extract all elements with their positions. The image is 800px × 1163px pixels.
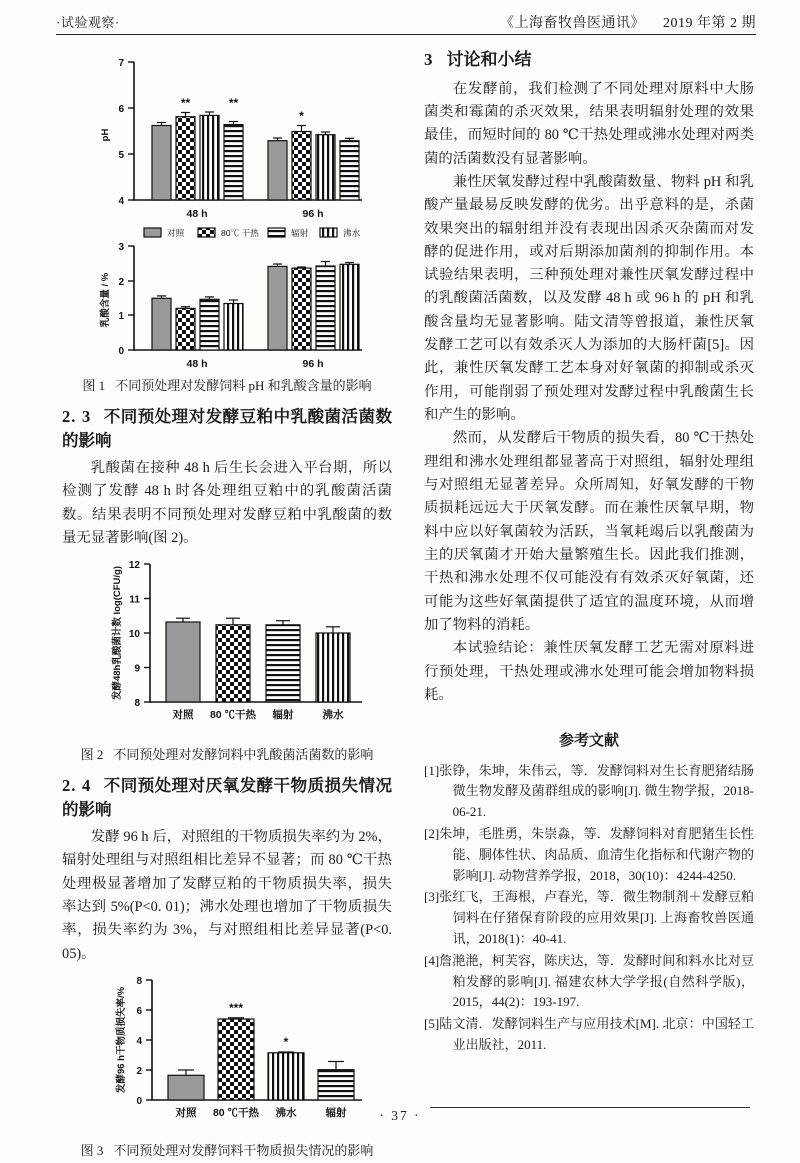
reference-tag: [2] [424,826,440,842]
reference-item [424,951,754,1013]
running-head-left: ·试验观察· [56,15,120,30]
svg-text:4: 4 [118,196,124,207]
fig1-ph-group-48h [152,96,243,220]
left-column [62,46,392,1163]
svg-text:3: 3 [118,242,124,253]
svg-text:辐射: 辐射 [272,709,294,722]
fig1-la-group-96h [268,262,359,371]
figure-1-caption-text: 不同预处理对发酵饲料 pH 和乳酸含量的影响 [115,378,372,393]
svg-text:对照: 对照 [167,228,185,238]
issue-label: 2019 年第 2 期 [663,16,756,31]
svg-text:5: 5 [118,150,124,161]
reference-tag: [4] [424,952,440,968]
figure-3-caption [62,1140,392,1161]
fig1-panel-lactic [99,242,362,370]
svg-text:沸水: 沸水 [343,228,361,238]
reference-tag: [5] [424,1016,440,1032]
header-divider [56,34,756,35]
svg-text:沸水: 沸水 [275,1107,297,1120]
svg-text:沸水: 沸水 [322,709,344,722]
svg-text:2: 2 [118,277,124,288]
figure-1 [62,50,392,370]
fig1-legend [144,227,361,238]
section-3-para-1: 在发酵前，我们检测了不同处理对原料中大肠菌类和霉菌的杀灭效果，结果表明辐射处理的效果最佳，而短时间的 80 ℃干热处理或沸水处理对两类菌的活菌数没有显著影响。 [424,80,754,167]
page-number: · 37 · [379,1108,421,1123]
section-2-4-title: 不同预处理对厌氧发酵干物质损失情况的影响 [62,776,393,820]
running-head [56,12,756,32]
svg-text:2: 2 [136,1066,142,1078]
reference-text: 詹滟滟，柯芙容，陈庆达，等．发酵时间和料水比对豆粕发酵的影响[J]. 福建农林大学学报(自然科学版)，2015，44(2)：193-197. [439,952,754,1010]
svg-text:12: 12 [128,560,140,572]
figure-3-label: 图 3 [80,1143,104,1159]
reference-tag: [3] [424,889,440,905]
figure-3-caption-text: 不同预处理对发酵饲料干物质损失情况的影响 [113,1143,374,1159]
svg-text:96 h: 96 h [302,358,324,370]
svg-text:0: 0 [118,346,124,357]
reference-item [424,887,754,949]
fig1-ph-group-96h [268,109,359,220]
figure-1-caption [62,375,392,396]
svg-text:对照: 对照 [175,1107,197,1120]
section-3-heading [424,46,754,74]
svg-text:**: ** [228,96,239,110]
fig3-plot [115,976,362,1119]
svg-text:96 h: 96 h [302,208,324,220]
svg-text:8: 8 [136,976,142,988]
reference-item [424,1014,754,1056]
svg-text:1: 1 [118,311,124,322]
svg-text:48 h: 48 h [186,208,208,220]
svg-text:辐射: 辐射 [325,1107,347,1120]
svg-text:6: 6 [136,1006,142,1018]
figure-2-caption [62,744,392,765]
svg-text:***: *** [228,1001,244,1016]
svg-text:80℃ 干热: 80℃ 干热 [221,228,259,238]
section-3-title: 讨论和小结 [446,50,532,69]
svg-text:80 ℃干热: 80 ℃干热 [209,709,257,722]
section-3-para-3: 然而，从发酵后干物质的损失看，80 ℃干热处理组和沸水处理组都显著高于对照组，辐射处理组与对照组无显著差异。众所周知，好氧发酵的干物质损耗远远大于厌氧发酵。而在兼性厌氧早期，物料中应以好氧菌较为活跃，当氧耗竭后以乳酸菌为主的厌氧菌才开始大量繁殖生长。因此我们推测，干热和沸水处理不仅可能没有有效杀灭好氧菌，还可能为这些好氧菌提供了适宜的温度环境，从而增加了物料的消耗。 [424,430,754,634]
reference-text: 张红飞，王海根，卢春光，等．微生物制剂＋发酵豆粕饲料在仔猪保育阶段的应用效果[J]. 上海畜牧兽医通讯，2018(1)：40-41. [439,889,754,947]
svg-text:10: 10 [128,629,140,641]
svg-text:对照: 对照 [172,709,194,722]
reference-tag: [1] [424,762,440,778]
figure-1-svg [62,50,392,370]
reference-item [424,824,754,886]
svg-text:*: * [283,1035,289,1050]
fig1-la-yaxis [99,242,134,357]
figure-2-caption-text: 不同预处理对发酵饲料中乳酸菌活菌数的影响 [113,747,374,763]
svg-text:发酵96 h干物质损失率/%: 发酵96 h干物质损失率/% [116,987,127,1094]
fig1-ph-yaxis [100,58,134,207]
fig1-panel-ph [100,58,362,220]
svg-text:8: 8 [134,698,140,710]
running-head-right [500,12,756,32]
figure-1-label: 图 1 [82,378,106,393]
reference-text: 陆文清．发酵饲料生产与应用技术[M]. 北京：中国轻工业出版社，2011. [439,1016,754,1053]
section-2-4-heading [62,774,392,822]
figure-2 [62,554,392,739]
reference-item [424,761,754,823]
svg-text:辐射: 辐射 [291,228,309,238]
figure-2-label: 图 2 [80,747,104,763]
references-heading: 参考文献 [558,733,619,750]
svg-text:4: 4 [136,1036,142,1048]
section-2-3-number: 2. 3 [62,407,92,427]
svg-text:6: 6 [118,104,124,115]
section-2-3-title: 不同预处理对发酵豆粕中乳酸菌活菌数的影响 [62,407,393,450]
section-2-3-body: 乳酸菌在接种 48 h 后生长会进入平台期，所以检测了发酵 48 h 时各处理组豆粕中的乳酸菌活菌数。结果表明不同预处理对发酵豆粕中乳酸菌的数量无显著影响(图 2)。 [62,459,392,546]
right-column [424,46,754,1057]
journal-title: 《上海畜牧兽医通讯》 [500,16,645,31]
section-3-para-4: 本试验结论：兼性厌氧发酵工艺无需对原料进行预处理，干热处理或沸水处理可能会增加物料损耗。 [424,640,754,704]
section-3-number: 3 [424,50,433,69]
reference-text: 朱坤，毛胜勇，朱崇淼，等．发酵饲料对育肥猪生长性能、胴体性状、肉品质、血清生化指标和代谢产物的影响[J]. 动物营养学报，2018，30(10)：4244-4250. [439,826,754,883]
reference-text: 张铮，朱坤，朱伟云，等．发酵饲料对生长育肥猪结肠微生物发酵及菌群组成的影响[J]. 微生物学报，2018-06-21. [439,762,754,820]
svg-text:*: * [299,109,304,123]
section-2-4-body: 发酵 96 h 后，对照组的干物质损失率约为 2%，辐射处理组与对照组相比差异不显著；而 80 ℃干热处理极显著增加了发酵豆粕的干物质损失率，损失率达到 5%(P<0. 01)；沸水处理也增加了干物质损失率，损失率约为 3%，与对照组相比差异显著(P<0. 05)。 [62,829,392,962]
svg-text:80 ℃干热: 80 ℃干热 [212,1107,260,1120]
figure-2-svg [62,554,392,739]
svg-text:48 h: 48 h [186,358,208,370]
svg-text:**: ** [180,96,191,110]
svg-text:11: 11 [129,594,140,606]
svg-text:0: 0 [136,1096,142,1108]
section-2-4-number: 2. 4 [62,776,92,796]
fig1-la-group-48h [152,296,243,370]
svg-text:7: 7 [118,58,124,69]
svg-text:发酵48h乳酸菌计数 log(CFU/g): 发酵48h乳酸菌计数 log(CFU/g) [112,566,123,701]
svg-text:乳酸含量 / %: 乳酸含量 / % [100,272,111,328]
svg-text:9: 9 [134,663,140,675]
svg-text:pH: pH [100,128,111,142]
section-2-3-heading [62,405,392,453]
fig2-plot [111,560,362,721]
section-3-para-2: 兼性厌氧发酵过程中乳酸菌数量、物料 pH 和乳酸产量最易反映发酵的优劣。出乎意料的是，杀菌效果突出的辐射组并没有表现出因杀灭杂菌而对发酵的促进作用，或对后期添加菌剂的抑制作用。本试验结果表明，三种预处理对兼性厌氧发酵过程中的乳酸菌活菌数，以及发酵 48 h 或 96 h 的 pH 和乳酸含量均无显著影响。陆文清等曾报道，兼性厌氧发酵工艺可以有效杀灭人为添加的大肠杆菌[5]。因此，兼性厌氧发酵工艺本身对好氧菌的抑制或杀灭作用，可能削弱了预处理对发酵过程中乳酸菌生长和产生的影响。 [424,173,754,424]
